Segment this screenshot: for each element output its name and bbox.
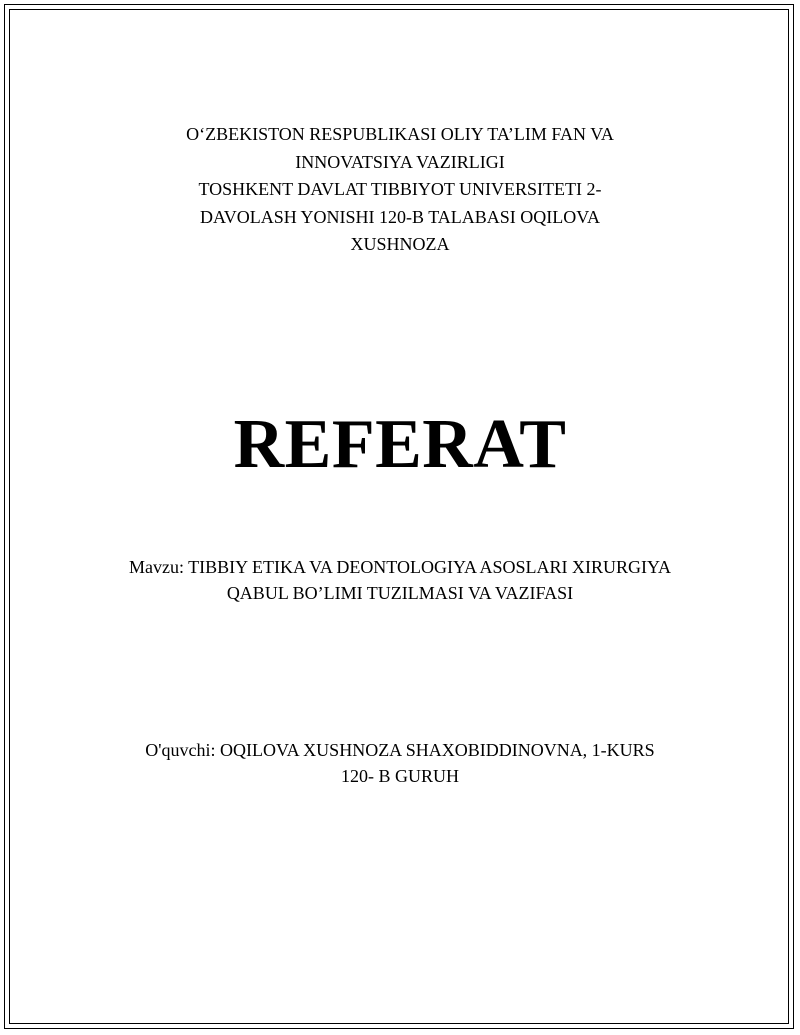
- student-section: [0, 737, 800, 789]
- header-line: INNOVATSIYA VAZIRLIGI: [295, 151, 505, 172]
- topic-line: Mavzu: TIBBIY ETIKA VA DEONTOLOGIYA ASOSLARI XIRURGIYA: [128, 557, 671, 577]
- topic-line: QABUL BO’LIMI TUZILMASI VA VAZIFASI: [226, 583, 574, 603]
- institution-header: [0, 121, 800, 259]
- student-line: 120- B GURUH: [340, 766, 459, 786]
- document-title: REFERAT: [233, 406, 567, 483]
- header-line: XUSHNOZA: [350, 234, 450, 254]
- student-line: O'quvchi: OQILOVA XUSHNOZA SHAXOBIDDINOVNA, 1-KURS: [145, 740, 655, 760]
- header-line: TOSHKENT DAVLAT TIBBIYOT UNIVERSITETI 2-: [198, 179, 602, 199]
- topic-section: [0, 554, 800, 606]
- header-line: O‘ZBEKISTON RESPUBLIKASI OLIY TA’LIM FAN VA: [186, 124, 614, 144]
- header-line: DAVOLASH YONISHI 120-B TALABASI OQILOVA: [200, 206, 600, 227]
